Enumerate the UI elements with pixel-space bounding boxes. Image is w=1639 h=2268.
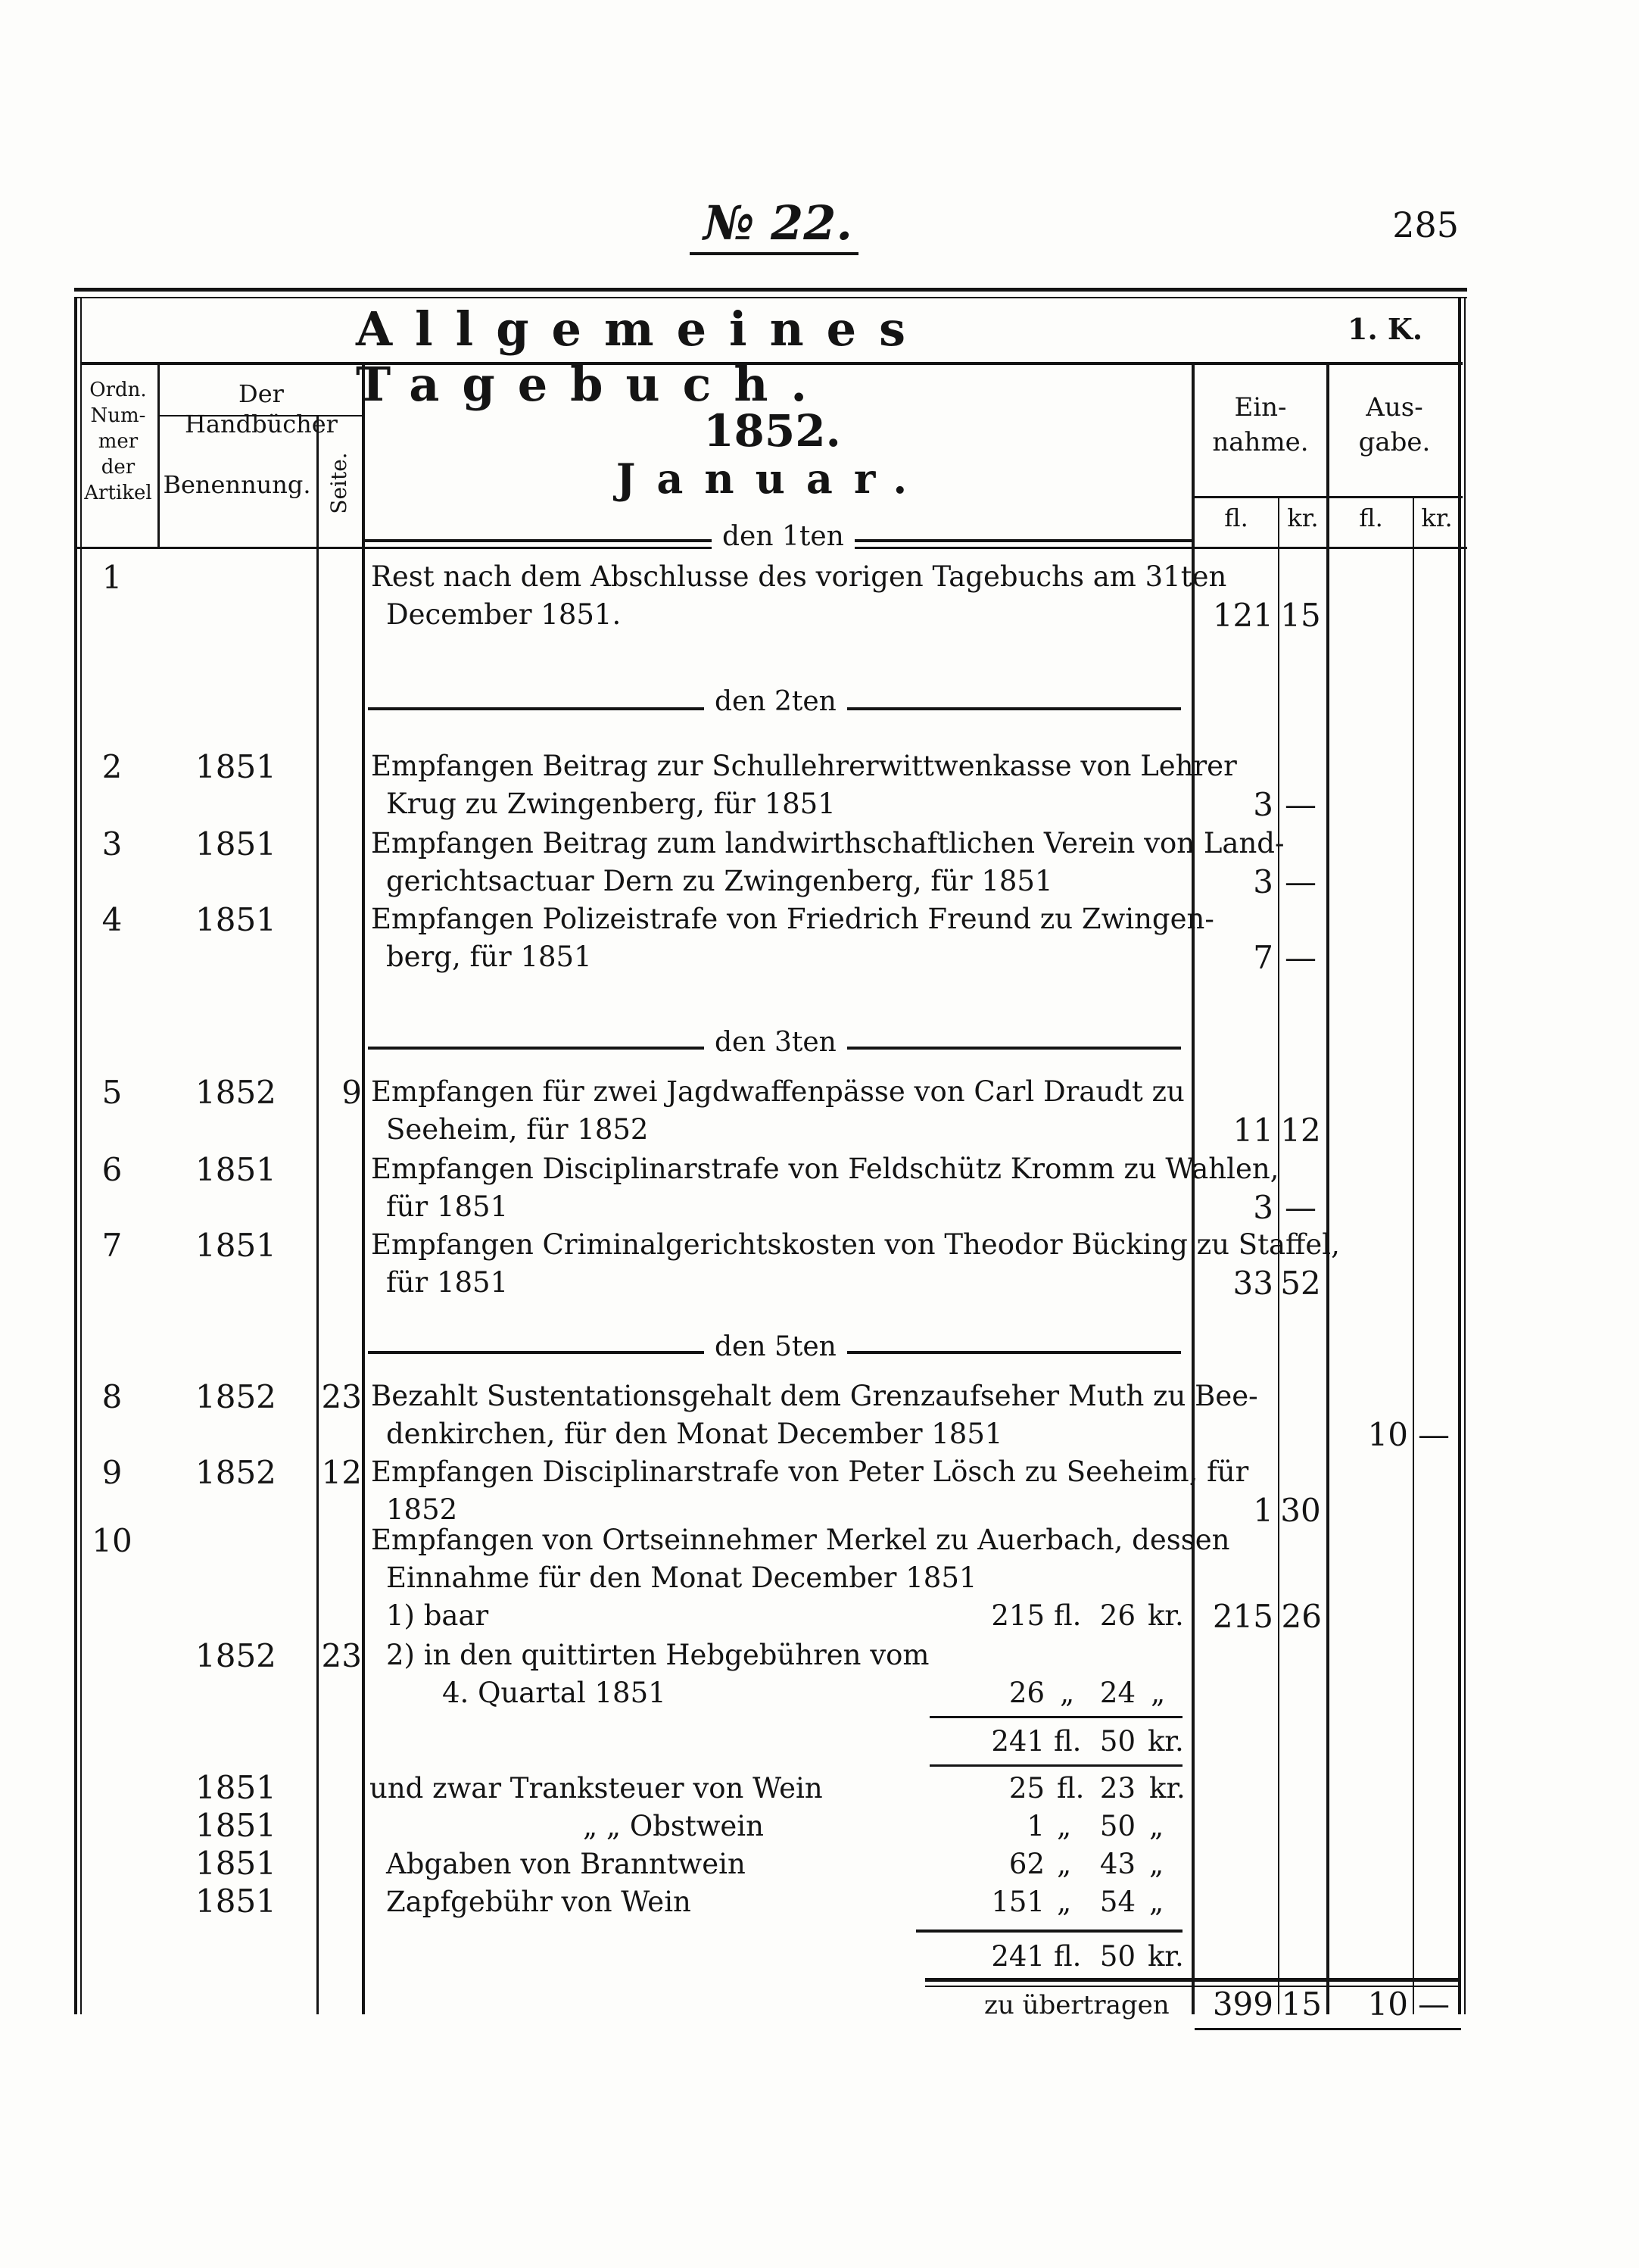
sum1-kr: 50 — [1099, 1725, 1136, 1758]
col-aus-line — [1326, 365, 1329, 2014]
entry-text-line-2: berg, für 1851 — [386, 941, 592, 973]
col-header-aus-fl: fl. — [1359, 504, 1383, 532]
item-kr: 43 — [1099, 1848, 1136, 1880]
einnahme-kr: 26 — [1281, 1598, 1322, 1635]
sum1-fl: 241 — [991, 1725, 1045, 1758]
einnahme-fl: 33 — [1232, 1265, 1273, 1302]
entry-number: 9 — [101, 1454, 123, 1491]
col-aus-kr-line — [1413, 496, 1414, 2014]
journal-month: Januar. — [615, 454, 929, 503]
entry-text-line-2: für 1851 — [386, 1266, 509, 1299]
entry-number: 6 — [101, 1151, 123, 1188]
frame-left — [74, 297, 77, 2014]
entry-year: 1851 — [195, 1227, 276, 1264]
item-fl: 25 — [1008, 1772, 1045, 1805]
entry-number: 7 — [101, 1227, 123, 1264]
top-rule-thin — [74, 297, 1467, 298]
entry-year: 1851 — [195, 901, 276, 938]
entry-year: 1852 — [195, 1074, 276, 1111]
quitt-label: 2) in den quittirten Hebgebühren vom — [386, 1639, 930, 1671]
entry-year: 1851 — [195, 825, 276, 863]
quitt-fl-unit: „ — [1060, 1677, 1075, 1709]
sum2-kr-unit: kr. — [1148, 1940, 1184, 1973]
ausgabe-kr: — — [1418, 1416, 1450, 1453]
einnahme-kr: 15 — [1280, 597, 1321, 634]
item-kr-unit: „ — [1149, 1810, 1164, 1842]
col-header-ordn: Ordn. Num- mer der Artikel — [84, 379, 152, 504]
item-kr: 54 — [1099, 1886, 1136, 1918]
day-label: den 2ten — [704, 686, 847, 717]
top-rule — [74, 288, 1467, 292]
carry-einnahme-fl: 399 — [1212, 1986, 1273, 2023]
col-header-benennung: Benennung. — [163, 470, 311, 499]
entry-text-line-2: denkirchen, für den Monat December 1851 — [386, 1418, 1003, 1450]
entry-text-line-2: gerichtsactuar Dern zu Zwingenberg, für 1851 — [386, 865, 1053, 897]
entry-text-line-2: December 1851. — [386, 598, 622, 631]
item-fl: 151 — [991, 1886, 1045, 1918]
entry-year: 1852 — [195, 1454, 276, 1491]
entry-text-line-2: Krug zu Zwingenberg, für 1851 — [386, 788, 836, 820]
col-header-ausgabe: Aus- gabe. — [1358, 392, 1431, 457]
col-header-aus-kr: kr. — [1421, 504, 1453, 532]
entry-number: 5 — [101, 1074, 123, 1111]
einnahme-fl: 3 — [1253, 786, 1273, 823]
entry-number: 8 — [101, 1378, 123, 1415]
quitt-kr-unit: „ — [1151, 1677, 1166, 1709]
subtotal-rule — [930, 1716, 1183, 1718]
day-label: den 5ten — [704, 1331, 847, 1362]
journal-year: 1852. — [703, 405, 841, 457]
total-rule — [916, 1930, 1183, 1933]
entry-number: 1 — [101, 559, 123, 596]
item-fl-unit: „ — [1057, 1810, 1072, 1842]
entry-seite: 12 — [321, 1454, 362, 1491]
item-fl: 1 — [1027, 1810, 1045, 1842]
item-label: Abgaben von Branntwein — [386, 1848, 746, 1880]
einnahme-fl: 3 — [1253, 1189, 1273, 1226]
einnahme-kr: 12 — [1280, 1112, 1321, 1149]
entry-number: 3 — [101, 825, 123, 863]
entry-seite: 9 — [341, 1074, 362, 1111]
entry-seite: 23 — [321, 1378, 362, 1415]
quitt-fl: 26 — [1008, 1677, 1045, 1709]
entry-number: 4 — [101, 901, 123, 938]
einnahme-kr: — — [1285, 786, 1316, 823]
entry-text-line-1: Empfangen Beitrag zum landwirthschaftlichen Verein von Land- — [371, 827, 1285, 859]
journal-title: Allgemeines Tagebuch. — [356, 301, 929, 412]
entry-text-line-1: Empfangen von Ortseinnehmer Merkel zu Auerbach, dessen — [371, 1524, 1230, 1556]
entry-text-line-2: 1852 — [386, 1493, 458, 1526]
col-seite-line — [316, 416, 319, 2014]
sum2-fl: 241 — [991, 1940, 1045, 1973]
quitt-label-2: 4. Quartal 1851 — [442, 1677, 666, 1709]
sum2-kr: 50 — [1099, 1940, 1136, 1973]
baar-label: 1) baar — [386, 1599, 489, 1632]
entry-year: 1852 — [195, 1378, 276, 1415]
item-label: und zwar Tranksteuer von Wein — [369, 1772, 823, 1805]
day-label: den 3ten — [704, 1027, 847, 1058]
item-kr-unit: „ — [1149, 1848, 1164, 1880]
einnahme-kr: 30 — [1280, 1492, 1321, 1529]
item-year: 1851 — [195, 1769, 276, 1806]
baar-fl: 215 — [991, 1599, 1045, 1632]
page-number: 285 — [1392, 204, 1459, 245]
quitt-seite: 23 — [321, 1637, 362, 1674]
entry-text-line-2: Einnahme für den Monat December 1851 — [386, 1561, 977, 1594]
ausgabe-fl: 10 — [1367, 1416, 1408, 1453]
quitt-kr: 24 — [1099, 1677, 1136, 1709]
einnahme-fl: 1 — [1253, 1492, 1273, 1529]
sum1-kr-unit: kr. — [1148, 1725, 1184, 1758]
item-fl-unit: fl. — [1057, 1772, 1085, 1805]
band-number: 1. K. — [1348, 312, 1423, 346]
quitt-year: 1852 — [195, 1637, 276, 1674]
baar-kr: 26 — [1099, 1599, 1136, 1632]
col-header-einnahme: Ein- nahme. — [1212, 392, 1309, 457]
entry-text-line-2: Seeheim, für 1852 — [386, 1113, 649, 1146]
issue-number: № 22. — [0, 195, 1639, 255]
einnahme-fl: 121 — [1212, 597, 1273, 634]
entry-text-line-1: Empfangen Criminalgerichtskosten von Theodor Bücking zu Staffel, — [371, 1228, 1340, 1261]
subtotal-rule-2 — [930, 1764, 1183, 1767]
item-fl: 62 — [1008, 1848, 1045, 1880]
einnahme-kr: — — [1285, 1189, 1316, 1226]
frame-right — [1458, 297, 1461, 2014]
col-ein-line — [1192, 365, 1195, 2014]
item-year: 1851 — [195, 1883, 276, 1920]
col-header-ein-fl: fl. — [1224, 504, 1248, 532]
einnahme-fl: 11 — [1232, 1112, 1273, 1149]
col-text-line — [362, 365, 365, 2014]
baar-kr-unit: kr. — [1148, 1599, 1184, 1632]
entry-text-line-2: für 1851 — [386, 1190, 509, 1223]
carry-label: zu übertragen — [984, 1990, 1170, 2020]
item-label: Zapfgebühr von Wein — [386, 1886, 691, 1918]
item-label: „ „ Obstwein — [583, 1810, 764, 1842]
carry-ausgabe-fl: 10 — [1367, 1986, 1408, 2023]
entry-text-line-1: Empfangen Disciplinarstrafe von Peter Lösch zu Seeheim, für — [371, 1455, 1249, 1488]
sum1-fl-unit: fl. — [1054, 1725, 1082, 1758]
item-fl-unit: „ — [1057, 1848, 1072, 1880]
einnahme-kr: 52 — [1280, 1265, 1321, 1302]
day-label: den 1ten — [712, 521, 855, 552]
item-kr: 50 — [1099, 1810, 1136, 1842]
entry-year: 1851 — [195, 1151, 276, 1188]
carry-ausgabe-kr: — — [1418, 1986, 1450, 2023]
col-header-ein-kr: kr. — [1287, 504, 1319, 532]
entry-text-line-1: Rest nach dem Abschlusse des vorigen Tagebuchs am 31ten — [371, 560, 1227, 593]
col-header-seite: Seite. — [326, 452, 351, 514]
item-year: 1851 — [195, 1845, 276, 1882]
einnahme-fl: 215 — [1212, 1598, 1273, 1635]
entry-year: 1851 — [195, 748, 276, 785]
item-fl-unit: „ — [1057, 1886, 1072, 1918]
col-header-handbuecher: Der Handbücher — [185, 379, 338, 438]
carry-rule — [925, 1978, 1461, 1982]
entry-number: 10 — [92, 1522, 132, 1559]
einnahme-kr: — — [1285, 863, 1316, 900]
item-year: 1851 — [195, 1807, 276, 1844]
item-kr-unit: kr. — [1149, 1772, 1186, 1805]
entry-number: 2 — [101, 748, 123, 785]
carry-einnahme-kr: 15 — [1281, 1986, 1322, 2023]
entry-text-line-1: Empfangen Disciplinarstrafe von Feldschütz Kromm zu Wahlen, — [371, 1153, 1279, 1185]
item-kr-unit: „ — [1149, 1886, 1164, 1918]
frame-right-outer — [1464, 297, 1466, 2014]
einnahme-kr: — — [1285, 939, 1316, 976]
einnahme-fl: 7 — [1253, 939, 1273, 976]
entry-text-line-1: Empfangen Polizeistrafe von Friedrich Freund zu Zwingen- — [371, 903, 1214, 935]
item-kr: 23 — [1099, 1772, 1136, 1805]
sum2-fl-unit: fl. — [1054, 1940, 1082, 1973]
frame-left-inner — [80, 297, 82, 2014]
entry-text-line-1: Empfangen Beitrag zur Schullehrerwittwenkasse von Lehrer — [371, 750, 1237, 782]
entry-text-line-1: Bezahlt Sustentationsgehalt dem Grenzaufseher Muth zu Bee- — [371, 1380, 1258, 1412]
baar-fl-unit: fl. — [1054, 1599, 1082, 1632]
entry-text-line-1: Empfangen für zwei Jagdwaffenpässe von Carl Draudt zu — [371, 1075, 1185, 1108]
einnahme-fl: 3 — [1253, 863, 1273, 900]
bottom-rule — [1195, 2028, 1461, 2030]
